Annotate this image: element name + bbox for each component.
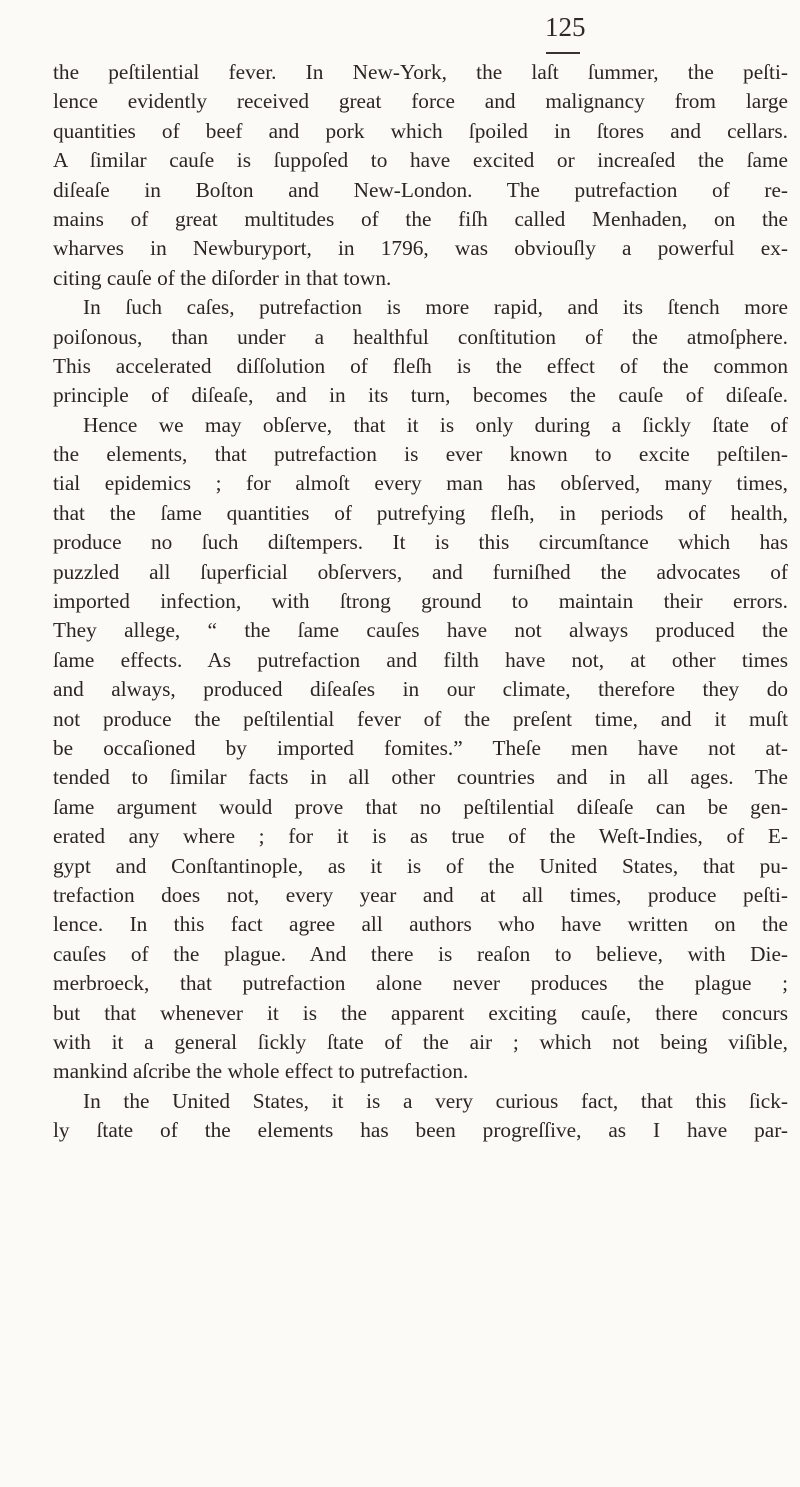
text-line: In the United States, it is a very curious fact, that this ſick- <box>83 1088 788 1113</box>
text-line: citing cauſe of the diſorder in that town. <box>53 265 392 290</box>
text-line: be occaſioned by imported fomites.” Theſe men have not at- <box>53 735 788 760</box>
text-line: quantities of beef and pork which ſpoiled in ſtores and cellars. <box>53 118 788 143</box>
text-line: puzzled all ſuperficial obſervers, and furniſhed the advocates of <box>53 559 788 584</box>
text-line: not produce the peſtilential fever of the preſent time, and it muſt <box>53 706 788 731</box>
text-line: ly ſtate of the elements has been progreſſive, as I have par- <box>53 1118 788 1143</box>
text-line: tended to ſimilar facts in all other countries and in all ages. The <box>53 765 788 790</box>
text-line: produce no ſuch diſtempers. It is this circumſtance which has <box>53 530 788 555</box>
text-line: Hence we may obſerve, that it is only during a ſickly ſtate of <box>83 412 788 437</box>
text-line: mankind aſcribe the whole effect to putrefaction. <box>53 1059 469 1084</box>
text-line: mains of great multitudes of the fiſh called Menhaden, on the <box>53 206 788 231</box>
text-line: They allege, “ the ſame cauſes have not always produced the <box>53 618 788 643</box>
text-line: the peſtilential fever. In New-York, the laſt ſummer, the peſti- <box>53 60 788 84</box>
page-number: 125 <box>545 12 586 42</box>
page-number-rule <box>546 52 580 54</box>
text-line: In ſuch caſes, putrefaction is more rapid, and its ſtench more <box>83 295 788 320</box>
text-line: A ſimilar cauſe is ſuppoſed to have excited or increaſed the ſame <box>53 148 788 173</box>
text-line: trefaction does not, every year and at all times, produce peſti- <box>53 882 788 907</box>
text-line: merbroeck, that putrefaction alone never produces the plague ; <box>53 971 788 996</box>
text-line: cauſes of the plague. And there is reaſon to believe, with Die- <box>53 941 788 966</box>
text-line: lence. In this fact agree all authors who have written on the <box>53 912 788 937</box>
text-line: that the ſame quantities of putrefying fleſh, in periods of health, <box>53 500 788 525</box>
text-line: diſeaſe in Boſton and New-London. The putrefaction of re- <box>53 177 788 202</box>
text-line: imported infection, with ſtrong ground to maintain their errors. <box>53 589 788 614</box>
text-line: tial epidemics ; for almoſt every man has obſerved, many times, <box>53 471 788 496</box>
text-line: wharves in Newburyport, in 1796, was obviouſly a powerful ex- <box>53 236 788 261</box>
text-line: with it a general ſickly ſtate of the air ; which not being viſible, <box>53 1029 788 1054</box>
text-line: but that whenever it is the apparent exciting cauſe, there concurs <box>53 1000 788 1025</box>
text-line: erated any where ; for it is as true of the Weſt-Indies, of E- <box>53 824 788 849</box>
body-text <box>53 58 788 1145</box>
text-line: the elements, that putrefaction is ever known to excite peſtilen- <box>53 442 788 467</box>
text-line: poiſonous, than under a healthful conſtitution of the atmoſphere. <box>53 324 788 349</box>
text-line: This accelerated diſſolution of fleſh is the effect of the common <box>53 353 788 378</box>
text-line: ſame effects. As putrefaction and filth have not, at other times <box>53 647 788 672</box>
text-line: gypt and Conſtantinople, as it is of the United States, that pu- <box>53 853 788 878</box>
text-line: principle of diſeaſe, and in its turn, becomes the cauſe of diſeaſe. <box>53 383 788 408</box>
text-line: and always, produced diſeaſes in our climate, therefore they do <box>53 677 788 702</box>
text-line: ſame argument would prove that no peſtilential diſeaſe can be gen- <box>53 794 788 819</box>
text-line: lence evidently received great force and malignancy from large <box>53 89 788 114</box>
